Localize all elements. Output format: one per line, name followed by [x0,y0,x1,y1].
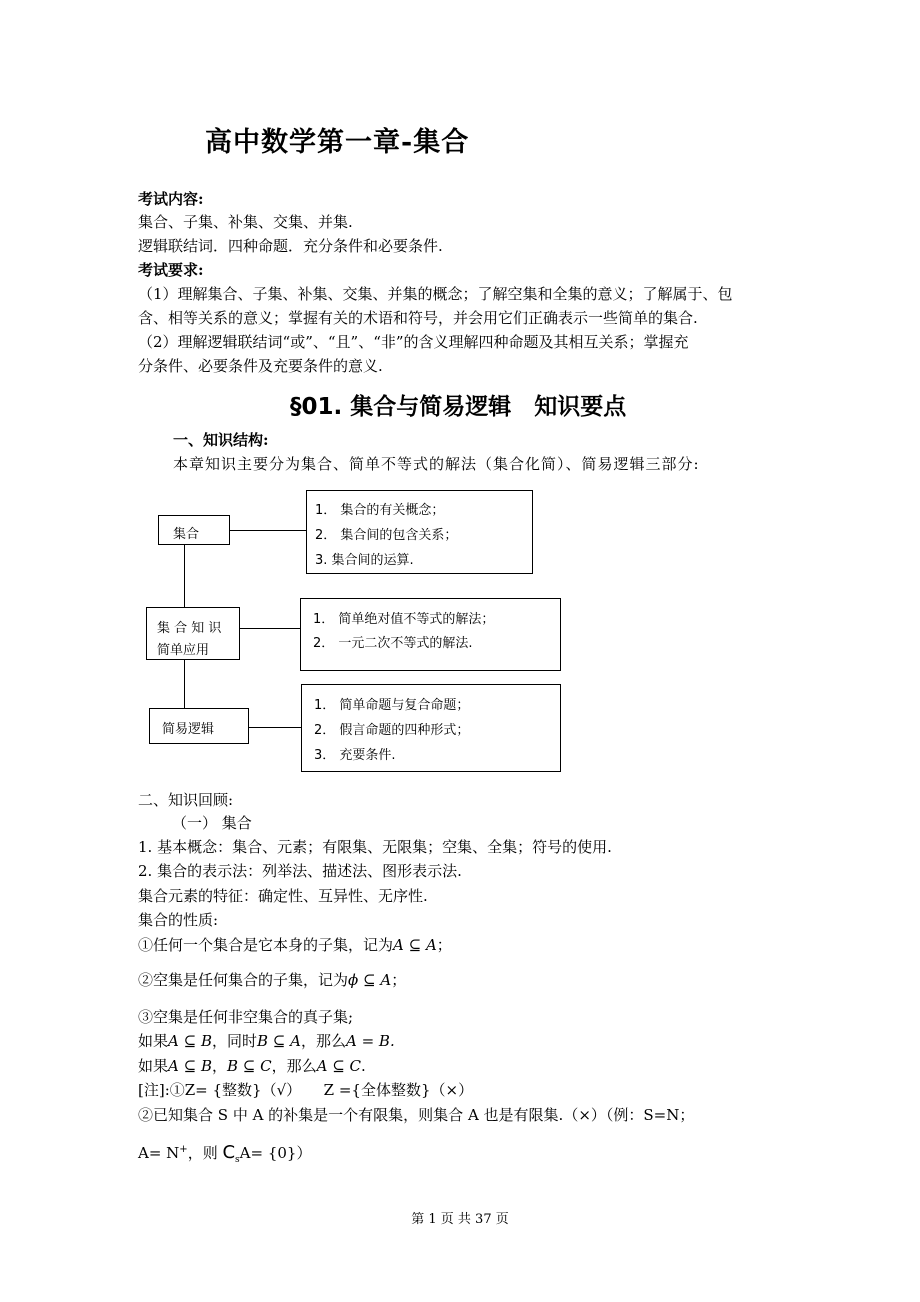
connector-line [184,545,185,607]
math: A ⊆ C [316,1057,362,1075]
review-subheading: （一） 集合 [172,814,252,832]
node-set-application [146,607,240,660]
knowledge-structure-heading: 一、知识结构: [173,431,269,449]
property-2-end: ； [391,971,407,989]
math: A ⊆ B [168,1057,212,1075]
group-item: 2． 集合间的包含关系； [315,528,458,543]
note-2: ②已知集合 S 中 A 的补集是一个有限集，则集合 A 也是有限集.（×）（例：S=N； [138,1106,695,1124]
exam-content-heading: 考试内容: [138,190,204,208]
review-heading: 二、知识回顾: [138,791,234,809]
exam-content-line: 逻辑联结词．四种命题．充分条件和必要条件. [138,237,443,255]
complement-symbol: C [222,1142,236,1163]
group-item: 2． 假言命题的四种形式； [314,723,470,738]
group-item: 3. 集合间的运算. [315,553,414,568]
text: . [361,1057,366,1075]
note-3 [138,1140,311,1170]
text: ，则 [187,1144,223,1162]
node-set-label: 集合 [173,527,200,542]
exam-requirements-heading: 考试要求: [138,261,204,279]
requirement-line: 分条件、必要条件及充要条件的意义. [138,357,383,375]
set-properties-heading: 集合的性质: [138,911,219,929]
text: 如果 [138,1057,169,1075]
set-features: 集合元素的特征：确定性、互异性、无序性. [138,887,428,905]
requirement-line: 含、相等关系的意义；掌握有关的术语和符号，并会用它们正确表示一些简单的集合. [138,309,698,327]
property-4 [138,1031,395,1051]
text: 如果 [138,1032,169,1050]
property-1-text: ①任何一个集合是它本身的子集，记为 [138,936,394,954]
text: ，同时 [211,1032,257,1050]
math: A = B. [345,1032,395,1050]
connector-line [230,530,306,531]
connector-line [249,727,301,728]
node-simple-logic-label: 简易逻辑 [162,722,215,737]
group-logic [301,684,561,772]
group-item: 3． 充要条件. [314,748,396,763]
property-2-math: ϕ ⊆ A [348,971,392,989]
exam-content-line: 集合、子集、补集、交集、并集. [138,213,353,231]
superscript: + [179,1144,188,1155]
connector-line [184,660,185,708]
math: B ⊆ A [257,1032,301,1050]
connector-line [240,628,300,629]
group-set-topics [306,490,533,574]
text: ，那么 [300,1032,346,1050]
property-1 [138,935,452,955]
node-simple-logic [149,708,249,744]
text: A= {0}） [239,1144,312,1162]
node-set-application-line1: 集 合 知 识 [157,621,222,636]
knowledge-structure-intro: 本章知识主要分为集合、简单不等式的解法（集合化简）、简易逻辑三部分: [173,455,700,473]
subscript: s [235,1155,240,1165]
property-1-math: A ⊆ A [393,936,437,954]
math: B ⊆ C [227,1057,272,1075]
group-inequalities [300,598,561,671]
section-title: §01. 集合与简易逻辑 知识要点 [290,394,627,420]
group-item: 1． 简单命题与复合命题； [314,698,470,713]
property-2-text: ②空集是任何集合的子集，记为 [138,971,349,989]
requirement-line: （2）理解逻辑联结词“或”、“且”、“非”的含义理解四种命题及其相互关系；掌握充 [138,333,689,351]
group-item: 1． 简单绝对值不等式的解法； [313,612,495,627]
property-2 [138,970,406,990]
text: A= N [138,1144,180,1162]
property-1-end: ； [436,936,452,954]
group-item: 2． 一元二次不等式的解法. [313,636,473,651]
page-title: 高中数学第一章-集合 [205,127,470,158]
node-set-application-line2: 简单应用 [157,643,210,658]
page-footer: 第 1 页 共 37 页 [411,1212,509,1227]
requirement-line: （1）理解集合、子集、补集、交集、并集的概念；了解空集和全集的意义；了解属于、包 [138,285,733,303]
node-set [158,515,230,545]
group-item: 1． 集合的有关概念； [315,503,445,518]
math: A ⊆ B [168,1032,212,1050]
text: ，那么 [271,1057,317,1075]
review-item: 1. 基本概念：集合、元素；有限集、无限集；空集、全集；符号的使用. [138,838,612,856]
text: ， [211,1057,227,1075]
note-1: [注]:①Z= {整数}（√） Z ={全体整数}（×） [138,1081,474,1099]
property-5 [138,1056,366,1076]
property-3: ③空集是任何非空集合的真子集; [138,1008,354,1026]
review-item: 2. 集合的表示法：列举法、描述法、图形表示法. [138,862,462,880]
